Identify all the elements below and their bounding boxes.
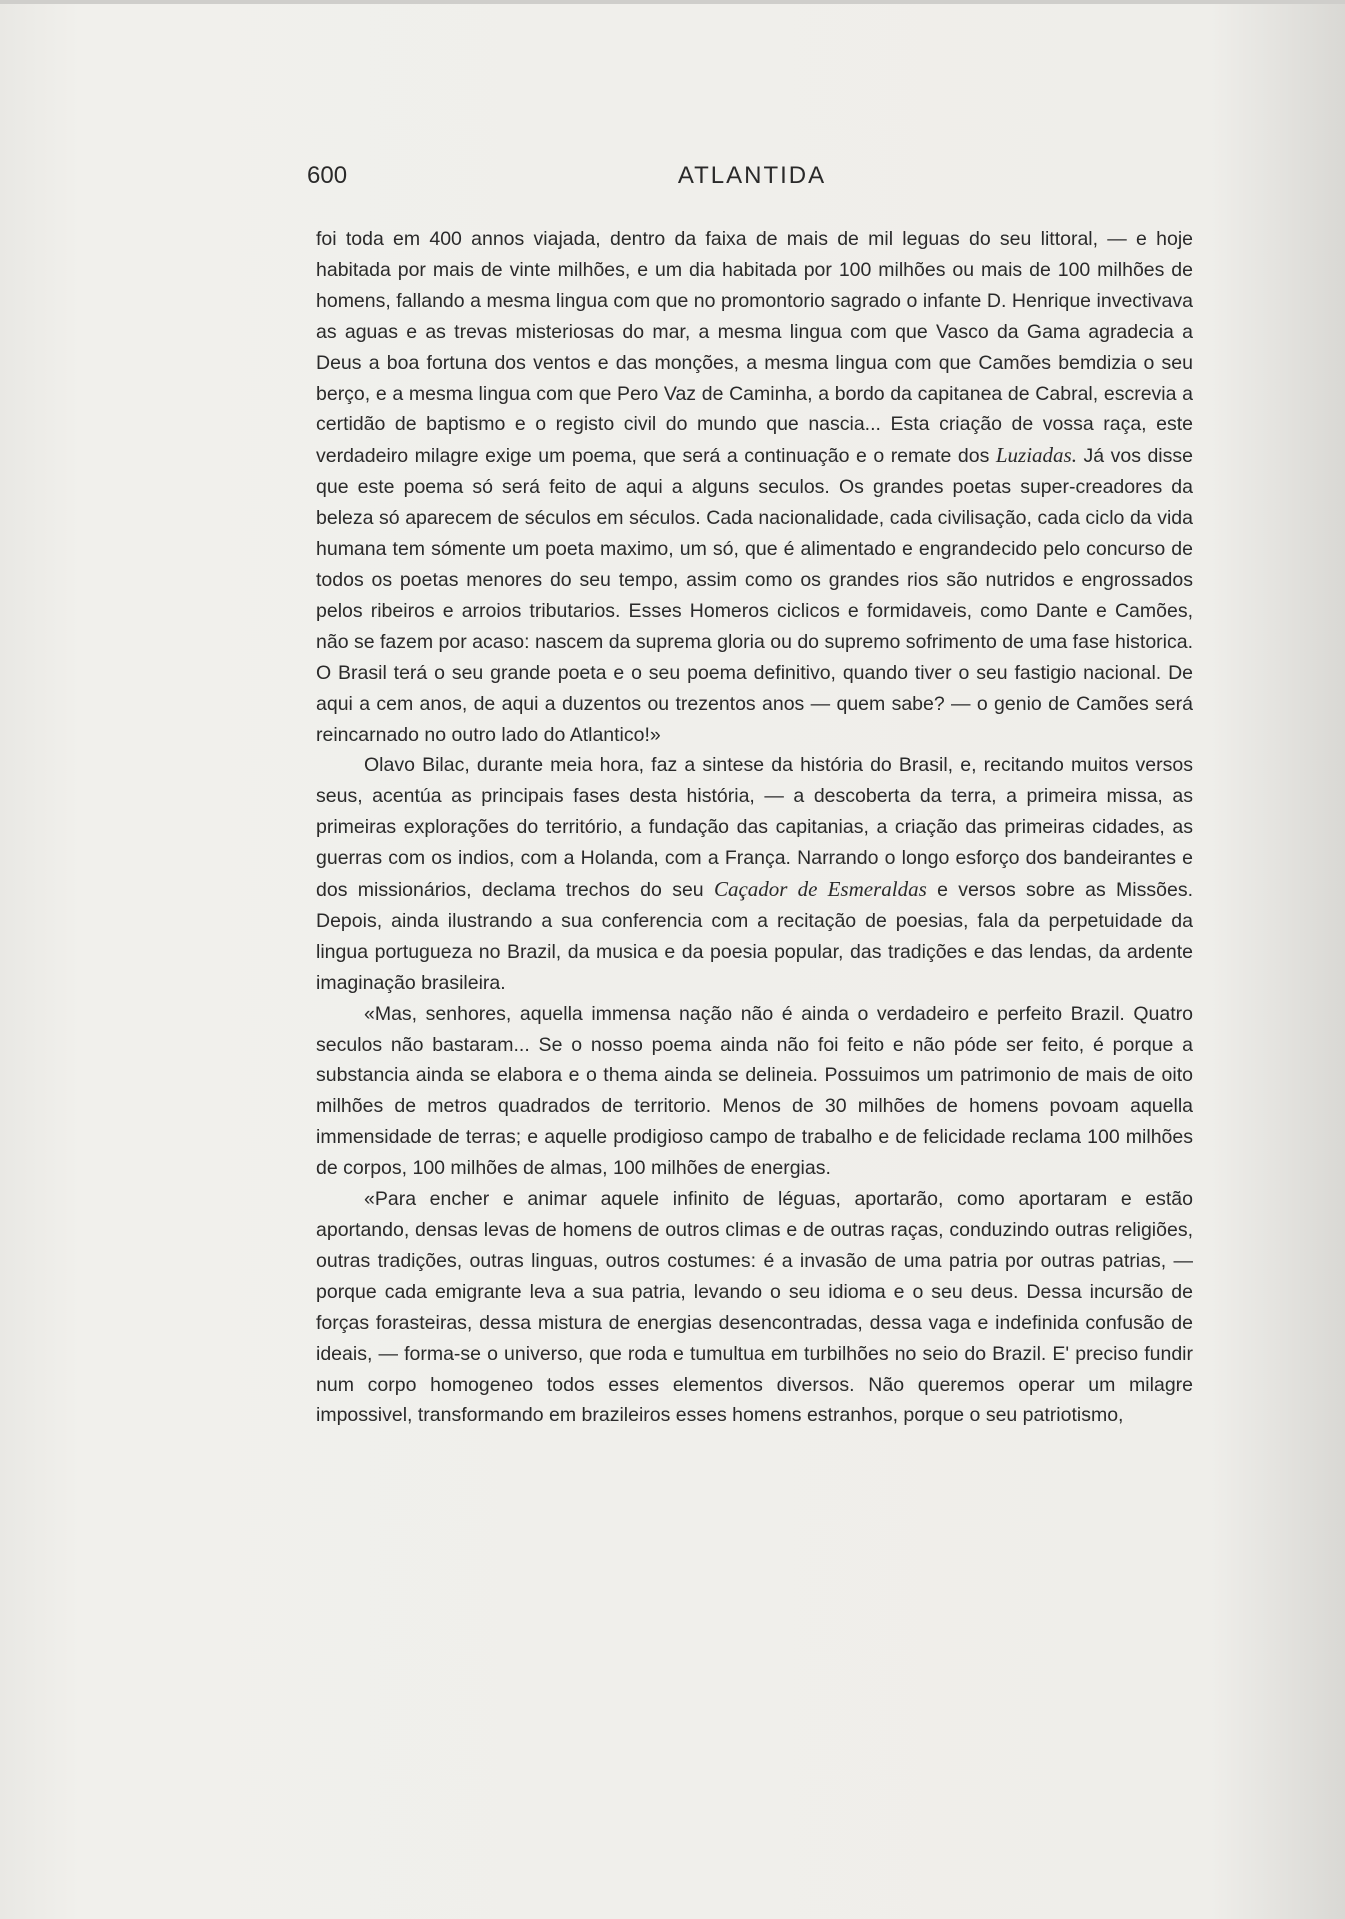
paragraph bbox=[316, 999, 1193, 1184]
paragraph bbox=[316, 1184, 1193, 1431]
page-number: 600 bbox=[307, 162, 348, 189]
text-run: Já vos disse que este poema só será feito de aqui a alguns seculos. Os grandes poetas super-creadores da beleza só aparecem de séculos em séculos. Cada nacionalidade, cada civilisação, cada ciclo da vida humana tem sómente um poeta maximo, um só, que é alimentado e engrandecido pelo concurso de todos os poetas menores do seu tempo, assim como os grandes rios são nutridos e engrossados pelos ribeiros e arroios tributarios. Esses Homeros ciclicos e formidaveis, como Dante e Camões, não se fazem por acaso: nascem da suprema gloria ou do supremo sofrimento de uma fase historica. O Brasil terá o seu grande poeta e o seu poema definitivo, quando tiver o seu fastigio nacional. De aqui a cem anos, de aqui a duzentos ou trezentos anos — quem sabe? — o genio de Camões será reincarnado no outro lado do Atlantico!» bbox=[316, 445, 1193, 746]
text-run: «Mas, senhores, aquella immensa nação não é ainda o verdadeiro e perfeito Brazil. Quatro seculos não bastaram... Se o nosso poema ainda não foi feito e não póde ser feito, é porque a substancia ainda se elabora e o thema ainda se delineia. Possuimos um patrimonio de mais de oito milhões de metros quadrados de territorio. Menos de 30 milhões de homens povoam aquella immensidade de terras; e aquelle prodigioso campo de trabalho e de felicidade reclama 100 milhões de corpos, 100 milhões de almas, 100 milhões de energias. bbox=[316, 1002, 1193, 1180]
paragraph bbox=[316, 224, 1193, 750]
book-title: Luziadas. bbox=[995, 443, 1077, 468]
page-header bbox=[307, 162, 1197, 198]
body-text bbox=[316, 224, 1193, 1431]
text-run: Olavo Bilac, durante meia hora, faz a sintese da história do Brasil, e, recitando muitos versos seus, acentúa as principais fases desta história, — a descoberta da terra, a primeira missa, as primeiras explorações do território, a fundação das capitanias, a criação das primeiras cidades, as guerras com os indios, com a Holanda, com a França. Narrando o longo esforço dos bandeirantes e dos missionários, declama trechos do seu bbox=[316, 754, 1193, 902]
text-run: «Para encher e animar aquele infinito de léguas, aportarão, como aportaram e estão aportando, densas levas de homens de outros climas e de outras raças, conduzindo outras religiões, outras tradições, outras linguas, outros costumes: é a invasão de uma patria por outras patrias, — porque cada emigrante leva a sua patria, levando o seu idioma e o seu deus. Dessa incursão de forças forasteiras, dessa mistura de energias desencontradas, dessa vaga e indefinida confusão de ideais, — forma-se o universo, que roda e tumultua em turbilhões no seio do Brazil. E' preciso fundir num corpo homogeneo todos esses elementos diversos. Não queremos operar um milagre impossivel, transformando em brazileiros esses homens estranhos, porque o seu patriotismo, bbox=[316, 1188, 1193, 1427]
page-top-edge bbox=[0, 0, 1345, 4]
running-title: ATLANTIDA bbox=[677, 162, 827, 189]
book-title: Caçador de Esmeraldas bbox=[713, 877, 927, 902]
text-run: e versos sobre as Missões. Depois, ainda ilustrando a sua conferencia com a recitação de poesias, fala da perpetuidade da lingua portugueza no Brazil, da musica e da poesia popular, das tradições e das lendas, da ardente imaginação brasileira. bbox=[316, 879, 1193, 994]
text-run: foi toda em 400 annos viajada, dentro da faixa de mais de mil leguas do seu littoral, — e hoje habitada por mais de vinte milhões, e um dia habitada por 100 milhões ou mais de 100 milhões de homens, fallando a mesma lingua com que no promontorio sagrado o infante D. Henrique invectivava as aguas e as trevas misteriosas do mar, a mesma lingua com que Vasco da Gama agradecia a Deus a boa fortuna dos ventos e das monções, a mesma lingua com que Camões bemdizia o seu berço, e a mesma lingua com que Pero Vaz de Caminha, a bordo da capitanea de Cabral, escrevia a certidão de baptismo e o registo civil do mundo que nascia... Esta criação de vossa raça, este verdadeiro milagre exige um poema, que será a continuação e o remate dos bbox=[316, 228, 1193, 468]
paragraph bbox=[316, 750, 1193, 998]
